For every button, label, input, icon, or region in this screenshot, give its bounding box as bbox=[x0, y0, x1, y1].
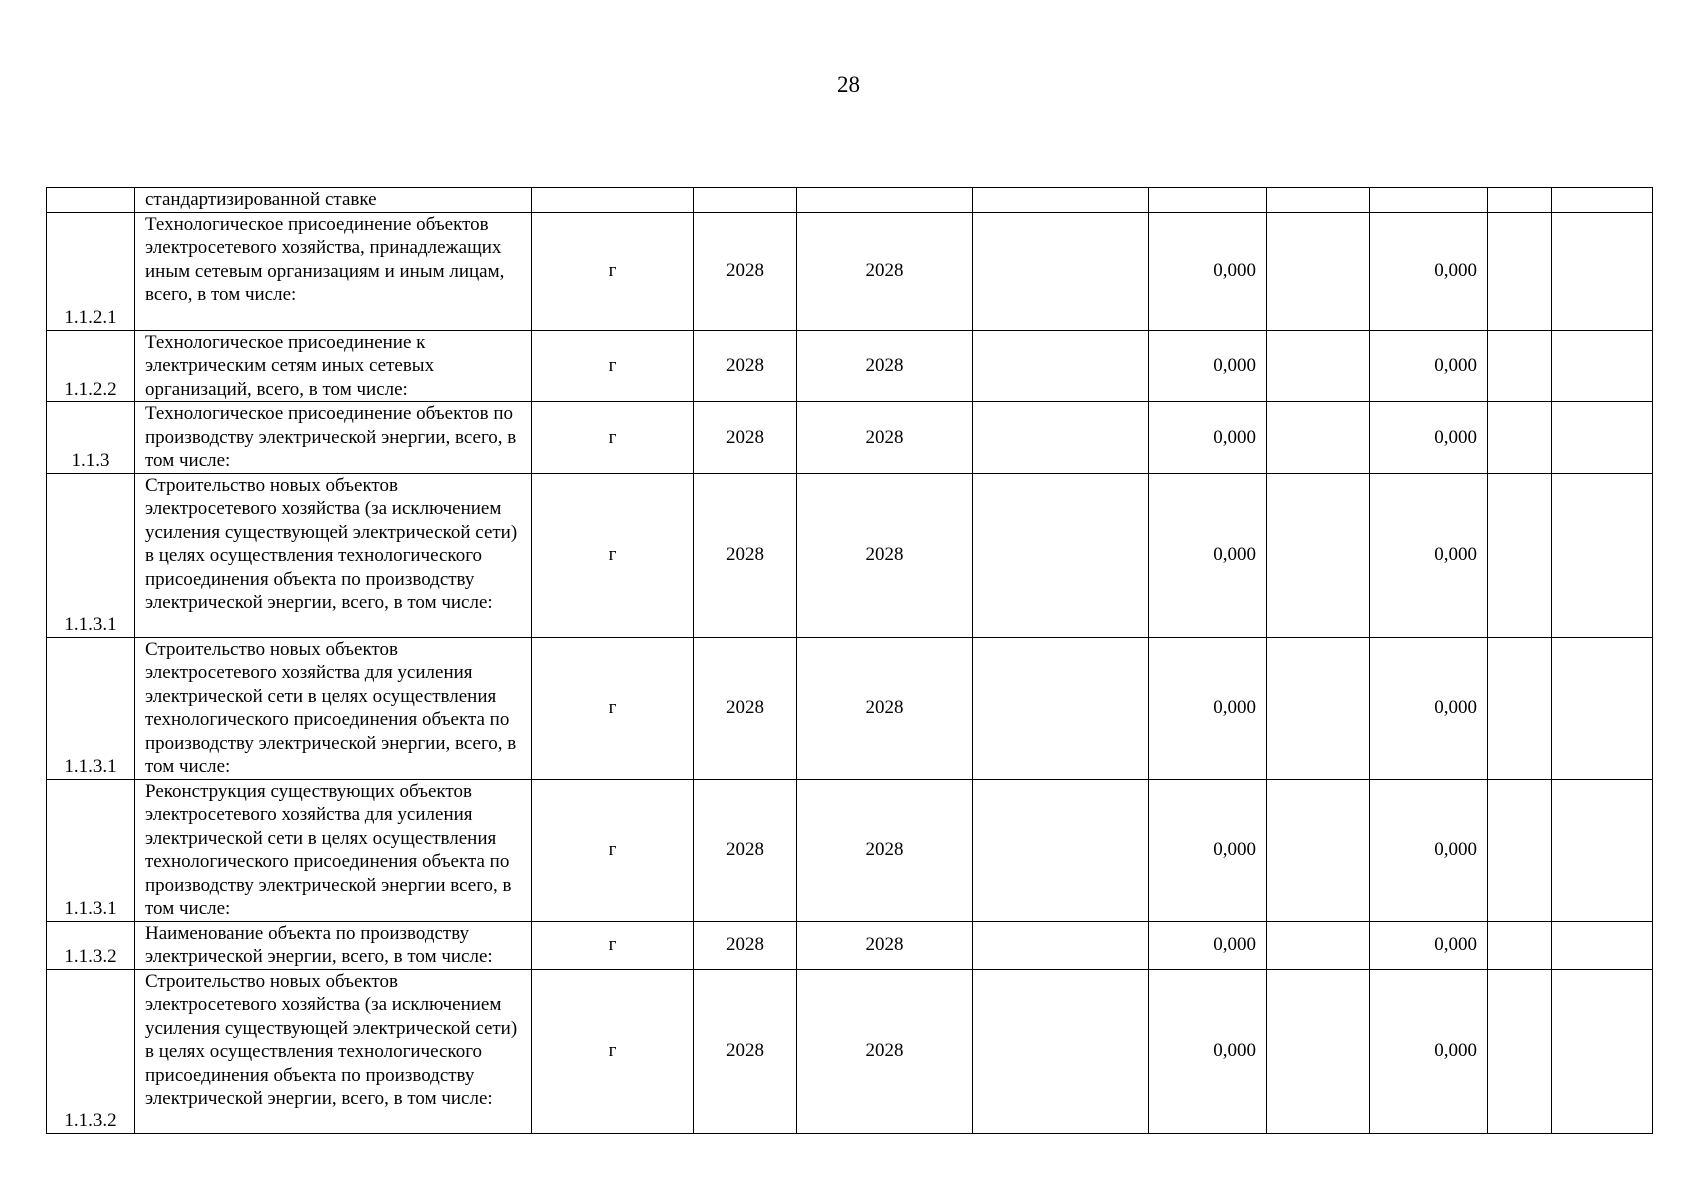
unit-cell: г bbox=[532, 473, 694, 637]
empty-cell bbox=[973, 212, 1149, 330]
empty-cell bbox=[1267, 637, 1370, 779]
year-end-cell: 2028 bbox=[797, 402, 973, 474]
empty-cell bbox=[1488, 402, 1552, 474]
unit-cell: г bbox=[532, 330, 694, 402]
row-name: Технологическое присоединение к электрическим сетям иных сетевых организаций, всего, в том числе: bbox=[135, 330, 532, 402]
row-name: стандартизированной ставке bbox=[135, 188, 532, 213]
value-cell bbox=[1149, 188, 1267, 213]
empty-cell bbox=[1552, 402, 1653, 474]
table-row bbox=[47, 212, 1653, 330]
empty-cell bbox=[973, 637, 1149, 779]
empty-cell bbox=[1552, 637, 1653, 779]
empty-cell bbox=[1552, 779, 1653, 921]
value-cell: 0,000 bbox=[1370, 637, 1488, 779]
empty-cell bbox=[973, 188, 1149, 213]
year-start-cell: 2028 bbox=[694, 212, 797, 330]
unit-cell: г bbox=[532, 637, 694, 779]
value-cell: 0,000 bbox=[1149, 330, 1267, 402]
year-end-cell: 2028 bbox=[797, 779, 973, 921]
value-cell: 0,000 bbox=[1370, 402, 1488, 474]
empty-cell bbox=[1267, 188, 1370, 213]
empty-cell bbox=[1488, 188, 1552, 213]
table-row bbox=[47, 969, 1653, 1133]
row-name: Наименование объекта по производству электрической энергии, всего, в том числе: bbox=[135, 921, 532, 969]
row-name: Реконструкция существующих объектов электросетевого хозяйства для усиления электрической сети в целях осуществления технологического присоединения объекта по производству электрической энергии всего, в том числе: bbox=[135, 779, 532, 921]
empty-cell bbox=[1488, 473, 1552, 637]
year-start-cell: 2028 bbox=[694, 402, 797, 474]
unit-cell: г bbox=[532, 969, 694, 1133]
value-cell: 0,000 bbox=[1149, 212, 1267, 330]
year-end-cell: 2028 bbox=[797, 330, 973, 402]
value-cell: 0,000 bbox=[1370, 969, 1488, 1133]
row-name: Технологическое присоединение объектов по производству электрической энергии, всего, в том числе: bbox=[135, 402, 532, 474]
year-end-cell bbox=[797, 188, 973, 213]
empty-cell bbox=[1267, 330, 1370, 402]
table-row bbox=[47, 188, 1653, 213]
empty-cell bbox=[1267, 779, 1370, 921]
row-number: 1.1.3.1 bbox=[47, 779, 135, 921]
year-start-cell: 2028 bbox=[694, 779, 797, 921]
empty-cell bbox=[1552, 188, 1653, 213]
value-cell: 0,000 bbox=[1149, 969, 1267, 1133]
unit-cell: г bbox=[532, 212, 694, 330]
value-cell: 0,000 bbox=[1370, 779, 1488, 921]
empty-cell bbox=[1488, 330, 1552, 402]
value-cell: 0,000 bbox=[1370, 330, 1488, 402]
value-cell: 0,000 bbox=[1370, 921, 1488, 969]
value-cell: 0,000 bbox=[1149, 402, 1267, 474]
table-row bbox=[47, 921, 1653, 969]
unit-cell: г bbox=[532, 779, 694, 921]
row-number: 1.1.2.1 bbox=[47, 212, 135, 330]
empty-cell bbox=[1488, 637, 1552, 779]
empty-cell bbox=[1552, 212, 1653, 330]
year-start-cell bbox=[694, 188, 797, 213]
empty-cell bbox=[1552, 921, 1653, 969]
value-cell bbox=[1370, 188, 1488, 213]
empty-cell bbox=[1267, 473, 1370, 637]
value-cell: 0,000 bbox=[1370, 473, 1488, 637]
year-start-cell: 2028 bbox=[694, 921, 797, 969]
year-end-cell: 2028 bbox=[797, 921, 973, 969]
table-row bbox=[47, 402, 1653, 474]
year-end-cell: 2028 bbox=[797, 473, 973, 637]
value-cell: 0,000 bbox=[1149, 473, 1267, 637]
table-row bbox=[47, 637, 1653, 779]
empty-cell bbox=[1267, 212, 1370, 330]
table-row bbox=[47, 330, 1653, 402]
empty-cell bbox=[973, 779, 1149, 921]
investment-table bbox=[46, 187, 1653, 1134]
empty-cell bbox=[1267, 921, 1370, 969]
table-row bbox=[47, 779, 1653, 921]
unit-cell: г bbox=[532, 921, 694, 969]
value-cell: 0,000 bbox=[1149, 637, 1267, 779]
empty-cell bbox=[1488, 969, 1552, 1133]
page-number: 28 bbox=[837, 72, 860, 97]
row-number: 1.1.3.1 bbox=[47, 637, 135, 779]
value-cell: 0,000 bbox=[1149, 921, 1267, 969]
row-name: Строительство новых объектов электросетевого хозяйства (за исключением усиления существующей электрической сети) в целях осуществления технологического присоединения объекта по производству электрической энергии, всего, в том числе: bbox=[135, 473, 532, 637]
unit-cell bbox=[532, 188, 694, 213]
empty-cell bbox=[1267, 969, 1370, 1133]
table-row bbox=[47, 473, 1653, 637]
empty-cell bbox=[973, 921, 1149, 969]
empty-cell bbox=[1552, 473, 1653, 637]
empty-cell bbox=[1488, 212, 1552, 330]
row-number: 1.1.2.2 bbox=[47, 330, 135, 402]
year-start-cell: 2028 bbox=[694, 473, 797, 637]
row-name: Строительство новых объектов электросетевого хозяйства для усиления электрической сети в целях осуществления технологического присоединения объекта по производству электрической энергии, всего, в том числе: bbox=[135, 637, 532, 779]
row-number: 1.1.3.1 bbox=[47, 473, 135, 637]
row-name: Технологическое присоединение объектов электросетевого хозяйства, принадлежащих иным сетевым организациям и иным лицам, всего, в том числе: bbox=[135, 212, 532, 330]
row-number: 1.1.3.2 bbox=[47, 969, 135, 1133]
empty-cell bbox=[1488, 921, 1552, 969]
year-end-cell: 2028 bbox=[797, 212, 973, 330]
year-start-cell: 2028 bbox=[694, 969, 797, 1133]
row-number bbox=[47, 188, 135, 213]
empty-cell bbox=[1552, 330, 1653, 402]
row-number: 1.1.3.2 bbox=[47, 921, 135, 969]
empty-cell bbox=[1488, 779, 1552, 921]
empty-cell bbox=[973, 473, 1149, 637]
row-number: 1.1.3 bbox=[47, 402, 135, 474]
empty-cell bbox=[1267, 402, 1370, 474]
year-start-cell: 2028 bbox=[694, 637, 797, 779]
year-end-cell: 2028 bbox=[797, 969, 973, 1133]
row-name: Строительство новых объектов электросетевого хозяйства (за исключением усиления существующей электрической сети) в целях осуществления технологического присоединения объекта по производству электрической энергии, всего, в том числе: bbox=[135, 969, 532, 1133]
unit-cell: г bbox=[532, 402, 694, 474]
empty-cell bbox=[1552, 969, 1653, 1133]
value-cell: 0,000 bbox=[1370, 212, 1488, 330]
empty-cell bbox=[973, 969, 1149, 1133]
empty-cell bbox=[973, 330, 1149, 402]
empty-cell bbox=[973, 402, 1149, 474]
value-cell: 0,000 bbox=[1149, 779, 1267, 921]
year-end-cell: 2028 bbox=[797, 637, 973, 779]
year-start-cell: 2028 bbox=[694, 330, 797, 402]
